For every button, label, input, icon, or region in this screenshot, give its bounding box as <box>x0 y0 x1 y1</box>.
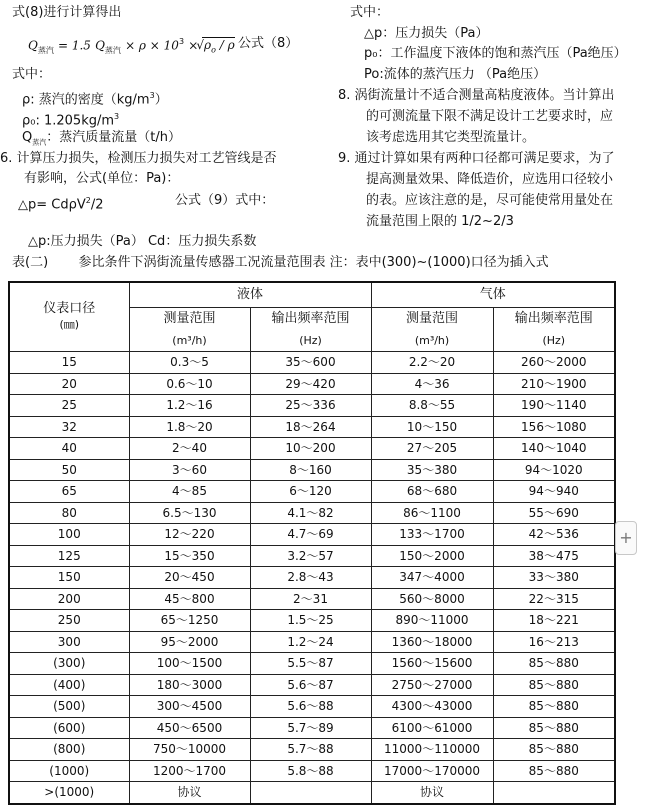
gas-freq-cell: 94～940 <box>493 481 615 503</box>
formula-8-label: 公式（8） <box>238 36 299 51</box>
liquid-range-cell: 20～450 <box>129 567 250 589</box>
diameter-cell: 65 <box>9 481 129 503</box>
diameter-cell: 25 <box>9 395 129 417</box>
header-liquid: 液体 <box>129 282 371 308</box>
gas-freq-cell: 55～690 <box>493 502 615 524</box>
formula-8-sqrt-sub: o <box>211 45 216 55</box>
liquid-freq-cell: 29～420 <box>250 373 371 395</box>
liquid-range-cell: 15～350 <box>129 545 250 567</box>
rho-close: ） <box>154 92 168 108</box>
q-sub: 蒸汽 <box>32 138 47 147</box>
formula-8-rest: × ρ × 10 <box>125 38 179 53</box>
table-row <box>9 545 615 567</box>
header-gas-freq-unit: (Hz) <box>493 330 615 352</box>
table-row <box>9 352 615 374</box>
liquid-freq-cell: 25～336 <box>250 395 371 417</box>
formula-9-left: △p= CdρV <box>18 197 86 213</box>
table-caption <box>12 254 549 272</box>
table-row <box>9 438 615 460</box>
table-row <box>9 674 615 696</box>
item-8-line3: 该考虑选用其它类型流量计。 <box>366 130 536 145</box>
table-row <box>9 739 615 761</box>
diameter-cell: (300) <box>9 653 129 675</box>
gas-range-cell: 1360～18000 <box>371 631 493 653</box>
gas-range-cell: 347～4000 <box>371 567 493 589</box>
diameter-cell: (400) <box>9 674 129 696</box>
liquid-range-cell: 4～85 <box>129 481 250 503</box>
formula-8-sqrt-content: ρ <box>204 38 212 53</box>
diameter-cell: (600) <box>9 717 129 739</box>
left-shizhong: 式中： <box>12 67 52 82</box>
gas-range-cell: 1560～15600 <box>371 653 493 675</box>
header-gas-freq: 输出频率范围 <box>493 308 615 331</box>
liquid-freq-cell: 1.5～25 <box>250 610 371 632</box>
gas-freq-cell: 18～221 <box>493 610 615 632</box>
gas-range-cell: 35～380 <box>371 459 493 481</box>
add-button[interactable]: + <box>615 521 637 555</box>
liquid-range-cell: 6.5～130 <box>129 502 250 524</box>
gas-range-cell: 4～36 <box>371 373 493 395</box>
header-gas-range: 测量范围 <box>371 308 493 331</box>
gas-range-cell: 协议 <box>371 782 493 804</box>
table-row <box>9 631 615 653</box>
liquid-range-cell: 450～6500 <box>129 717 250 739</box>
gas-freq-cell: 85～880 <box>493 717 615 739</box>
header-liquid-range-unit: (m³/h) <box>129 330 250 352</box>
formula-9-label: 公式（9）式中： <box>175 193 275 208</box>
table-row <box>9 416 615 438</box>
diameter-cell: (800) <box>9 739 129 761</box>
table-row <box>9 567 615 589</box>
diameter-cell: >(1000) <box>9 782 129 804</box>
gas-range-cell: 4300～43000 <box>371 696 493 718</box>
gas-range-cell: 8.8～55 <box>371 395 493 417</box>
diameter-cell: 80 <box>9 502 129 524</box>
gas-freq-cell: 190～1140 <box>493 395 615 417</box>
table-row <box>9 696 615 718</box>
diameter-cell: 50 <box>9 459 129 481</box>
gas-range-cell: 2750～27000 <box>371 674 493 696</box>
q-definition <box>22 129 181 152</box>
gas-freq-cell: 85～880 <box>493 739 615 761</box>
header-gas: 气体 <box>371 282 615 308</box>
table-row <box>9 653 615 675</box>
liquid-range-cell: 1200～1700 <box>129 760 250 782</box>
item-6-line2: 有影响，公式(单位：Pa)： <box>24 171 180 186</box>
gas-range-cell: 11000～110000 <box>371 739 493 761</box>
liquid-range-cell: 1.2～16 <box>129 395 250 417</box>
diameter-cell: 125 <box>9 545 129 567</box>
gas-freq-cell: 33～380 <box>493 567 615 589</box>
header-gas-range-unit: (m³/h) <box>371 330 493 352</box>
right-shizhong: 式中： <box>350 5 390 20</box>
liquid-freq-cell: 4.7～69 <box>250 524 371 546</box>
table-row <box>9 502 615 524</box>
gas-freq-cell: 210～1900 <box>493 373 615 395</box>
item-6-line1: 6. 计算压力损失，检测压力损失对工艺管线是否 <box>0 151 277 166</box>
gas-range-cell: 560～8000 <box>371 588 493 610</box>
flow-range-table <box>8 281 616 805</box>
diameter-cell: 32 <box>9 416 129 438</box>
gas-freq-cell: 16～213 <box>493 631 615 653</box>
formula-8-q2-sub: 蒸汽 <box>104 45 121 55</box>
gas-freq-cell: 85～880 <box>493 760 615 782</box>
liquid-range-cell: 0.6～10 <box>129 373 250 395</box>
liquid-range-cell: 3～60 <box>129 459 250 481</box>
table-row <box>9 717 615 739</box>
liquid-freq-cell: 3.2～57 <box>250 545 371 567</box>
header-liquid-freq: 输出频率范围 <box>250 308 371 331</box>
formula-8-eq: = 1.5 <box>57 38 91 53</box>
header-diameter <box>9 282 129 352</box>
liquid-range-cell: 协议 <box>129 782 250 804</box>
gas-freq-cell: 42～536 <box>493 524 615 546</box>
formula-8-sqrt <box>196 37 235 55</box>
liquid-freq-cell: 1.2～24 <box>250 631 371 653</box>
q-sym: Q <box>22 130 33 145</box>
liquid-freq-cell: 5.8～88 <box>250 760 371 782</box>
table-row <box>9 481 615 503</box>
formula-8-exp: 3 <box>178 37 185 46</box>
item-9-line3: 的表。应该注意的是，尽可能使常用量处在 <box>366 193 614 208</box>
rho-definition <box>22 87 168 109</box>
gas-range-cell: 68～680 <box>371 481 493 503</box>
formula-9 <box>18 192 104 214</box>
liquid-range-cell: 12～220 <box>129 524 250 546</box>
liquid-range-cell: 45～800 <box>129 588 250 610</box>
formula-9-right: /2 <box>90 197 104 213</box>
liquid-range-cell: 300～4500 <box>129 696 250 718</box>
header-diameter-label: 仪表口径 <box>43 301 96 316</box>
liquid-range-cell: 65～1250 <box>129 610 250 632</box>
gas-freq-cell: 140～1040 <box>493 438 615 460</box>
intro-line: 式(8)进行计算得出 <box>12 5 122 20</box>
item-9-line2: 提高测量效果、降低造价，应选用口径较小 <box>366 172 614 187</box>
header-liquid-freq-unit: (Hz) <box>250 330 371 352</box>
table-row <box>9 373 615 395</box>
table-row <box>9 524 615 546</box>
liquid-freq-cell: 5.5～87 <box>250 653 371 675</box>
gas-freq-cell: 260～2000 <box>493 352 615 374</box>
gas-freq-cell: 85～880 <box>493 696 615 718</box>
liquid-freq-cell: 2.8～43 <box>250 567 371 589</box>
diameter-cell: 15 <box>9 352 129 374</box>
liquid-freq-cell: 5.7～89 <box>250 717 371 739</box>
formula-8 <box>28 33 235 60</box>
table-row <box>9 782 615 804</box>
diameter-cell: (1000) <box>9 760 129 782</box>
gas-freq-cell: 22～315 <box>493 588 615 610</box>
diameter-cell: 200 <box>9 588 129 610</box>
gas-range-cell: 890～11000 <box>371 610 493 632</box>
header-diameter-unit: (㎜) <box>59 318 80 331</box>
rho0-text: ρ₀: 1.205kg/m <box>22 113 115 129</box>
dp-legend: △p:压力损失（Pa） Cd：压力损失系数 <box>28 234 257 249</box>
item-9-line4: 流量范围上限的 1/2~2/3 <box>366 214 514 229</box>
liquid-freq-cell: 2～31 <box>250 588 371 610</box>
liquid-range-cell: 100～1500 <box>129 653 250 675</box>
diameter-cell: 150 <box>9 567 129 589</box>
diameter-cell: 20 <box>9 373 129 395</box>
liquid-freq-cell <box>250 782 371 804</box>
gas-range-cell: 150～2000 <box>371 545 493 567</box>
liquid-freq-cell: 6～120 <box>250 481 371 503</box>
table-row <box>9 760 615 782</box>
gas-range-cell: 6100～61000 <box>371 717 493 739</box>
formula-8-q2: Q <box>95 38 105 53</box>
liquid-freq-cell: 35～600 <box>250 352 371 374</box>
liquid-freq-cell: 18～264 <box>250 416 371 438</box>
gas-freq-cell: 85～880 <box>493 653 615 675</box>
liquid-freq-cell: 8～160 <box>250 459 371 481</box>
gas-range-cell: 133～1700 <box>371 524 493 546</box>
table-caption-text: 参比条件下涡街流量传感器工况流量范围表 注：表中(300)~(1000)口径为插入式 <box>78 255 549 270</box>
diameter-cell: (500) <box>9 696 129 718</box>
pv-definition: p₀：工作温度下液体的饱和蒸汽压（Pa绝压） <box>364 46 627 61</box>
liquid-range-cell: 180～3000 <box>129 674 250 696</box>
table-row <box>9 610 615 632</box>
table-row <box>9 459 615 481</box>
rho-text: ρ: 蒸汽的密度（kg/m <box>22 92 150 108</box>
po-definition: Po:流体的蒸汽压力 （Pa绝压） <box>364 67 547 82</box>
item-9-line1: 9. 通过计算如果有两种口径都可满足要求，为了 <box>338 151 615 166</box>
formula-8-q-sub: 蒸汽 <box>37 45 54 55</box>
liquid-range-cell: 1.8～20 <box>129 416 250 438</box>
formula-8-sqrt-tail: / ρ <box>219 38 235 53</box>
diameter-cell: 300 <box>9 631 129 653</box>
item-8-line1: 8. 涡街流量计不适合测量高粘度液体。当计算出 <box>338 88 615 103</box>
header-liquid-range: 测量范围 <box>129 308 250 331</box>
q-text: ：蒸汽质量流量（t/h） <box>46 130 181 145</box>
liquid-range-cell: 2～40 <box>129 438 250 460</box>
gas-freq-cell: 38～475 <box>493 545 615 567</box>
table-body <box>9 352 615 804</box>
gas-range-cell: 17000～170000 <box>371 760 493 782</box>
rho0-exp: 3 <box>114 112 120 121</box>
liquid-freq-cell: 10～200 <box>250 438 371 460</box>
dp-definition: △p：压力损失（Pa） <box>364 26 489 41</box>
diameter-cell: 100 <box>9 524 129 546</box>
gas-freq-cell: 94～1020 <box>493 459 615 481</box>
gas-freq-cell: 156～1080 <box>493 416 615 438</box>
liquid-range-cell: 750～10000 <box>129 739 250 761</box>
table-row <box>9 395 615 417</box>
liquid-range-cell: 95～2000 <box>129 631 250 653</box>
gas-range-cell: 2.2～20 <box>371 352 493 374</box>
gas-freq-cell <box>493 782 615 804</box>
gas-range-cell: 27～205 <box>371 438 493 460</box>
liquid-freq-cell: 5.7～88 <box>250 739 371 761</box>
gas-freq-cell: 85～880 <box>493 674 615 696</box>
formula-8-times: × <box>188 38 199 53</box>
liquid-freq-cell: 4.1～82 <box>250 502 371 524</box>
rho-exp: 3 <box>149 91 155 100</box>
liquid-freq-cell: 5.6～88 <box>250 696 371 718</box>
diameter-cell: 250 <box>9 610 129 632</box>
formula-8-q: Q <box>28 38 38 53</box>
table-caption-label: 表(二) <box>12 255 49 270</box>
sqrt-icon: √ <box>196 38 205 53</box>
liquid-range-cell: 0.3～5 <box>129 352 250 374</box>
liquid-freq-cell: 5.6～87 <box>250 674 371 696</box>
gas-range-cell: 86～1100 <box>371 502 493 524</box>
gas-range-cell: 10～150 <box>371 416 493 438</box>
diameter-cell: 40 <box>9 438 129 460</box>
rho0-definition <box>22 108 119 130</box>
table-row <box>9 588 615 610</box>
formula-9-exp: 2 <box>85 196 91 205</box>
item-8-line2: 的可测流量下限不满足设计工艺要求时，应 <box>366 109 614 124</box>
